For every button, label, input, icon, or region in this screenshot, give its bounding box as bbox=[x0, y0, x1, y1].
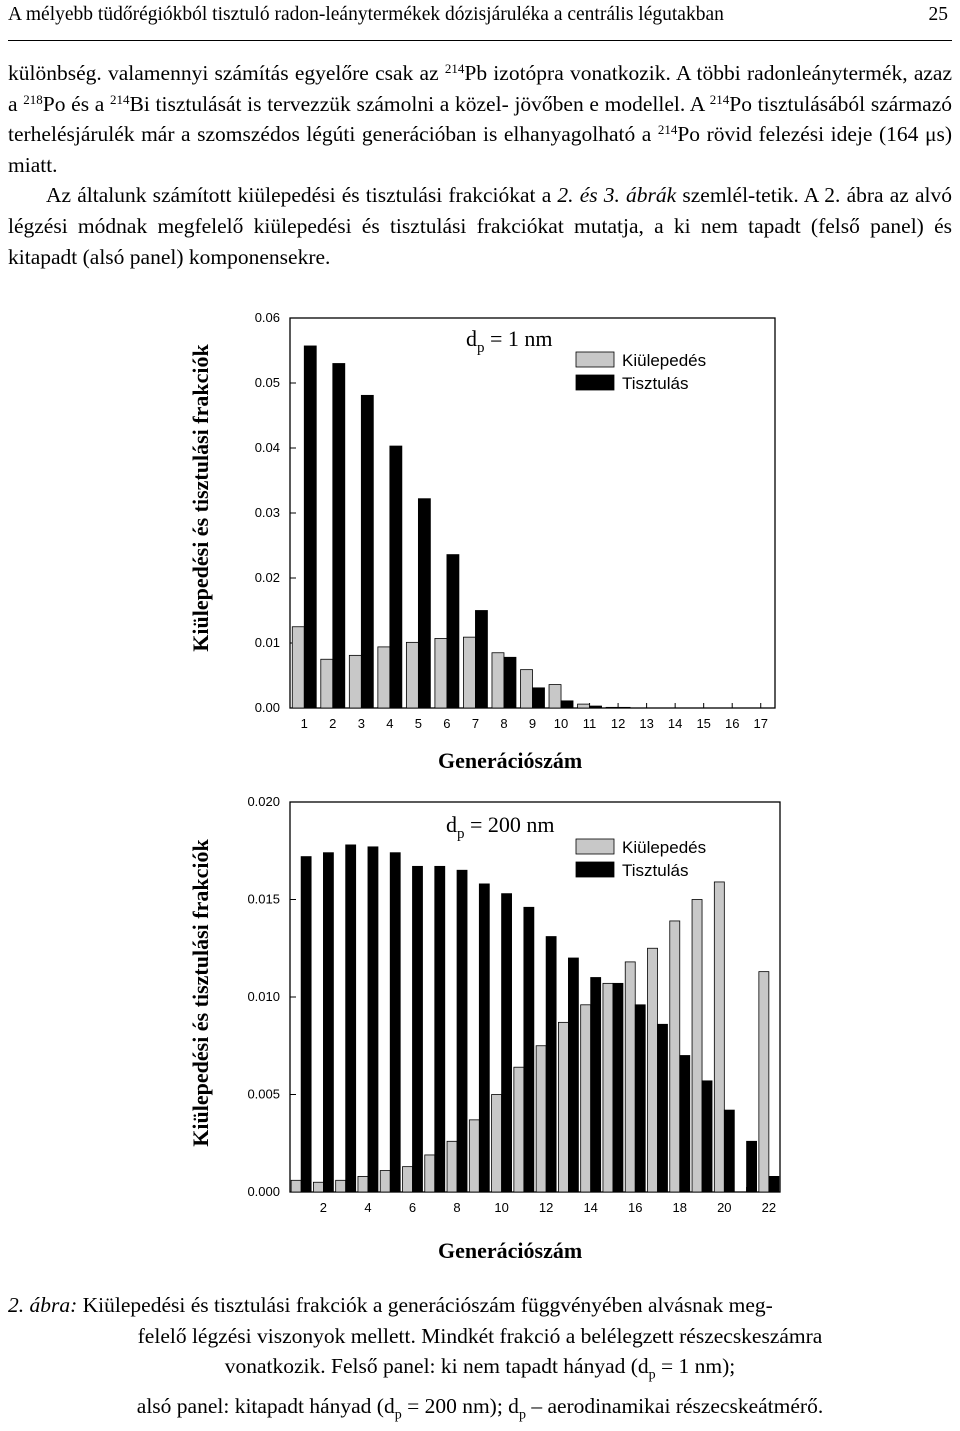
subscript: p bbox=[394, 1407, 402, 1423]
bar-tisztulas bbox=[635, 1005, 645, 1192]
bar-tisztulas bbox=[568, 958, 578, 1192]
subscript: p bbox=[518, 1407, 526, 1423]
text-span: légúti generációban is elhanyagolható a bbox=[306, 122, 658, 147]
x-tick-label: 22 bbox=[761, 1200, 777, 1215]
bar-tisztulas bbox=[457, 870, 467, 1192]
text-span: Po rövid felezési ideje (164 μs) miatt. bbox=[8, 122, 953, 177]
y-tick-label: 0.02 bbox=[254, 570, 280, 585]
bar-kiulepedes bbox=[358, 1176, 368, 1192]
text-span: radonleánytermék, azaz a bbox=[8, 61, 952, 116]
text-span: szemlél-tetik. A 2. ábra az alvó légzési módnak megfelelő kiülepedési és tisztulási frakciókat mutatja, a ki nem tapadt (felső panel) és kitapadt (alsó panel) komponensekre. bbox=[8, 183, 952, 269]
x-tick-label: 8 bbox=[453, 1200, 461, 1215]
subscript: p bbox=[648, 1367, 656, 1383]
caption-line bbox=[8, 1351, 952, 1391]
x-tick-label: 20 bbox=[717, 1200, 732, 1215]
x-tick-label: 1 bbox=[300, 716, 308, 731]
x-tick-label: 12 bbox=[538, 1200, 554, 1215]
text-span: vonatkozik. Felső panel: ki nem tapadt hányad (d bbox=[224, 1354, 649, 1378]
bar-tisztulas bbox=[504, 657, 516, 708]
bar-kiulepedes bbox=[292, 627, 304, 708]
text-span: Az általunk számított kiülepedési és tisztulási frakciókat a bbox=[46, 183, 558, 208]
bar-kiulepedes bbox=[447, 1141, 457, 1192]
bar-kiulepedes bbox=[469, 1120, 479, 1192]
x-tick-label: 6 bbox=[408, 1200, 417, 1215]
x-tick-label: 4 bbox=[386, 716, 394, 731]
bar-kiulepedes bbox=[336, 1180, 346, 1192]
x-tick-label: 6 bbox=[443, 716, 451, 731]
bar-tisztulas bbox=[418, 499, 430, 708]
superscript: 218 bbox=[23, 91, 43, 107]
caption-line bbox=[8, 1290, 952, 1321]
x-tick-label: 14 bbox=[667, 716, 683, 731]
x-axis-label: Generációszám bbox=[438, 1238, 583, 1263]
superscript: 214 bbox=[444, 61, 465, 76]
running-title: A mélyebb tüdőrégiókból tisztuló radon-leánytermékek dózisjáruléka a centrális légutakban bbox=[8, 4, 724, 25]
text-span: Po és a bbox=[42, 91, 110, 116]
x-tick-label: 4 bbox=[364, 1200, 372, 1215]
bar-kiulepedes bbox=[714, 882, 724, 1192]
bar-kiulepedes bbox=[406, 642, 418, 708]
bar-kiulepedes bbox=[581, 1005, 591, 1192]
paragraph-2 bbox=[8, 180, 952, 272]
x-tick-label: 5 bbox=[414, 716, 422, 731]
bar-tisztulas bbox=[546, 937, 556, 1192]
bar-kiulepedes bbox=[492, 653, 504, 708]
text-span: Kiülepedési és tisztulási frakciók a generációszám függvényében alvásnak meg- bbox=[77, 1293, 773, 1317]
bar-kiulepedes bbox=[435, 638, 447, 708]
x-tick-label: 18 bbox=[672, 1200, 688, 1215]
bar-kiulepedes bbox=[291, 1180, 301, 1192]
figure-reference: 2. és 3. ábrák bbox=[557, 183, 677, 208]
x-tick-label: 2 bbox=[319, 1200, 328, 1215]
bar-tisztulas bbox=[747, 1141, 757, 1192]
bar-tisztulas bbox=[479, 884, 489, 1192]
bar-tisztulas bbox=[618, 707, 630, 708]
legend-swatch bbox=[576, 352, 614, 367]
y-axis-label: Kiülepedési és tisztulási frakciók bbox=[188, 839, 213, 1147]
panel-label: $d_p = 200$ nm bbox=[446, 812, 555, 842]
superscript: 214 bbox=[657, 122, 678, 138]
y-tick-label: 0.015 bbox=[247, 891, 280, 907]
bar-kiulepedes bbox=[670, 921, 680, 1192]
body-text bbox=[8, 58, 952, 272]
bar-tisztulas bbox=[368, 847, 378, 1192]
y-tick-label: 0.020 bbox=[247, 794, 280, 809]
bar-tisztulas bbox=[591, 978, 601, 1193]
bar-chart-top bbox=[226, 296, 846, 766]
bar-tisztulas bbox=[346, 845, 356, 1192]
bar-kiulepedes bbox=[692, 900, 702, 1193]
figure-caption bbox=[8, 1290, 952, 1431]
legend-swatch bbox=[576, 862, 614, 877]
x-tick-label: 2 bbox=[329, 716, 337, 731]
bar-kiulepedes bbox=[521, 670, 533, 708]
bar-tisztulas bbox=[413, 866, 423, 1192]
x-tick-label: 16 bbox=[724, 716, 740, 731]
x-tick-label: 12 bbox=[610, 716, 626, 731]
x-axis-label: Generációszám bbox=[438, 748, 583, 773]
bar-tisztulas bbox=[724, 1110, 734, 1192]
x-tick-label: 3 bbox=[357, 716, 365, 731]
text-span: – aerodinamikai részecskeátmérő. bbox=[525, 1393, 824, 1418]
x-tick-label: 14 bbox=[583, 1200, 598, 1215]
legend-swatch bbox=[576, 375, 614, 390]
y-tick-label: 0.03 bbox=[254, 505, 280, 520]
bar-tisztulas bbox=[447, 555, 459, 708]
x-tick-label: 7 bbox=[471, 716, 480, 731]
text-span: alsó panel: kitapadt hányad (d bbox=[136, 1393, 395, 1418]
text-span: Po tisztulásából származó terhelésjárulék már a szomszédos bbox=[8, 91, 953, 147]
text-span: Pb izotópra vonatkozik. A többi bbox=[464, 61, 741, 85]
x-tick-label: 8 bbox=[500, 716, 508, 731]
y-tick-label: 0.000 bbox=[247, 1184, 280, 1199]
bar-tisztulas bbox=[304, 346, 316, 708]
chart-panel-bottom bbox=[180, 790, 800, 1280]
panel-label: $d_p = 1$ nm bbox=[466, 326, 553, 356]
bar-tisztulas bbox=[502, 894, 512, 1192]
text-span: = 1 nm); bbox=[655, 1354, 736, 1378]
caption-label: 2. ábra: bbox=[8, 1293, 78, 1317]
bar-kiulepedes bbox=[536, 1046, 546, 1192]
bar-tisztulas bbox=[533, 688, 545, 708]
bar-kiulepedes bbox=[514, 1067, 524, 1192]
text-span: = 200 nm); d bbox=[401, 1393, 519, 1418]
bar-tisztulas bbox=[323, 853, 333, 1192]
bar-kiulepedes bbox=[403, 1167, 413, 1192]
bar-tisztulas bbox=[390, 853, 400, 1192]
y-tick-label: 0.01 bbox=[254, 635, 280, 650]
legend-label: Tisztulás bbox=[622, 861, 689, 880]
running-header bbox=[8, 0, 952, 41]
bar-tisztulas bbox=[561, 701, 573, 708]
bar-tisztulas bbox=[301, 857, 311, 1192]
y-tick-label: 0.04 bbox=[254, 440, 280, 455]
legend-swatch bbox=[576, 839, 614, 854]
legend-label: Kiülepedés bbox=[622, 351, 707, 370]
bar-kiulepedes bbox=[313, 1182, 323, 1192]
bar-kiulepedes bbox=[463, 637, 475, 708]
paragraph-1 bbox=[8, 58, 952, 180]
x-tick-label: 13 bbox=[639, 716, 654, 731]
bar-tisztulas bbox=[680, 1056, 690, 1193]
bar-kiulepedes bbox=[558, 1022, 568, 1192]
x-tick-label: 10 bbox=[494, 1200, 509, 1215]
bar-tisztulas bbox=[702, 1081, 712, 1192]
bar-kiulepedes bbox=[578, 704, 590, 708]
text-span: különbség. valamennyi számítás egyelőre csak az bbox=[8, 61, 445, 85]
bar-kiulepedes bbox=[492, 1095, 502, 1193]
bar-kiulepedes bbox=[759, 972, 769, 1192]
text-span: Bi tisztulását is tervezzük számolni a közel- bbox=[129, 91, 509, 116]
bar-tisztulas bbox=[361, 395, 373, 708]
y-tick-label: 0.005 bbox=[247, 1086, 280, 1102]
superscript: 214 bbox=[110, 91, 130, 107]
x-tick-label: 10 bbox=[553, 716, 569, 731]
bar-tisztulas bbox=[475, 611, 487, 709]
bar-tisztulas bbox=[590, 706, 602, 708]
bar-kiulepedes bbox=[425, 1155, 435, 1192]
x-tick-label: 9 bbox=[528, 716, 537, 731]
bar-kiulepedes bbox=[549, 685, 561, 708]
bar-tisztulas bbox=[658, 1024, 668, 1192]
bar-tisztulas bbox=[435, 866, 445, 1192]
y-axis-label: Kiülepedési és tisztulási frakciók bbox=[188, 344, 213, 652]
caption-line bbox=[8, 1391, 952, 1431]
bar-tisztulas bbox=[390, 446, 402, 708]
y-tick-label: 0.06 bbox=[254, 310, 280, 325]
bar-tisztulas bbox=[333, 364, 345, 709]
chart-panel-top bbox=[180, 290, 800, 790]
text-span: jövőben e modellel. A bbox=[514, 91, 710, 116]
x-tick-label: 16 bbox=[627, 1200, 643, 1215]
bar-tisztulas bbox=[524, 907, 534, 1192]
superscript: 214 bbox=[709, 91, 730, 107]
bar-tisztulas bbox=[613, 983, 623, 1192]
bar-kiulepedes bbox=[648, 948, 658, 1192]
legend-label: Kiülepedés bbox=[622, 838, 707, 857]
bar-kiulepedes bbox=[321, 659, 333, 708]
bar-kiulepedes bbox=[603, 983, 613, 1192]
caption-line: felelő légzési viszonyok mellett. Mindkét frakció a belélegzett részecskeszámra bbox=[137, 1323, 823, 1348]
page-number: 25 bbox=[928, 4, 948, 25]
x-tick-label: 15 bbox=[696, 716, 711, 731]
bar-chart-bottom bbox=[226, 792, 846, 1242]
x-tick-label: 11 bbox=[582, 716, 597, 731]
y-tick-label: 0.05 bbox=[254, 375, 280, 390]
bar-tisztulas bbox=[769, 1176, 779, 1192]
y-tick-label: 0.010 bbox=[247, 989, 280, 1004]
y-tick-label: 0.00 bbox=[254, 700, 280, 715]
legend-label: Tisztulás bbox=[622, 374, 689, 393]
bar-kiulepedes bbox=[606, 707, 618, 708]
bar-kiulepedes bbox=[378, 647, 390, 708]
bar-kiulepedes bbox=[625, 962, 635, 1192]
bar-kiulepedes bbox=[380, 1171, 390, 1192]
bar-kiulepedes bbox=[349, 655, 361, 708]
x-tick-label: 17 bbox=[753, 716, 768, 731]
